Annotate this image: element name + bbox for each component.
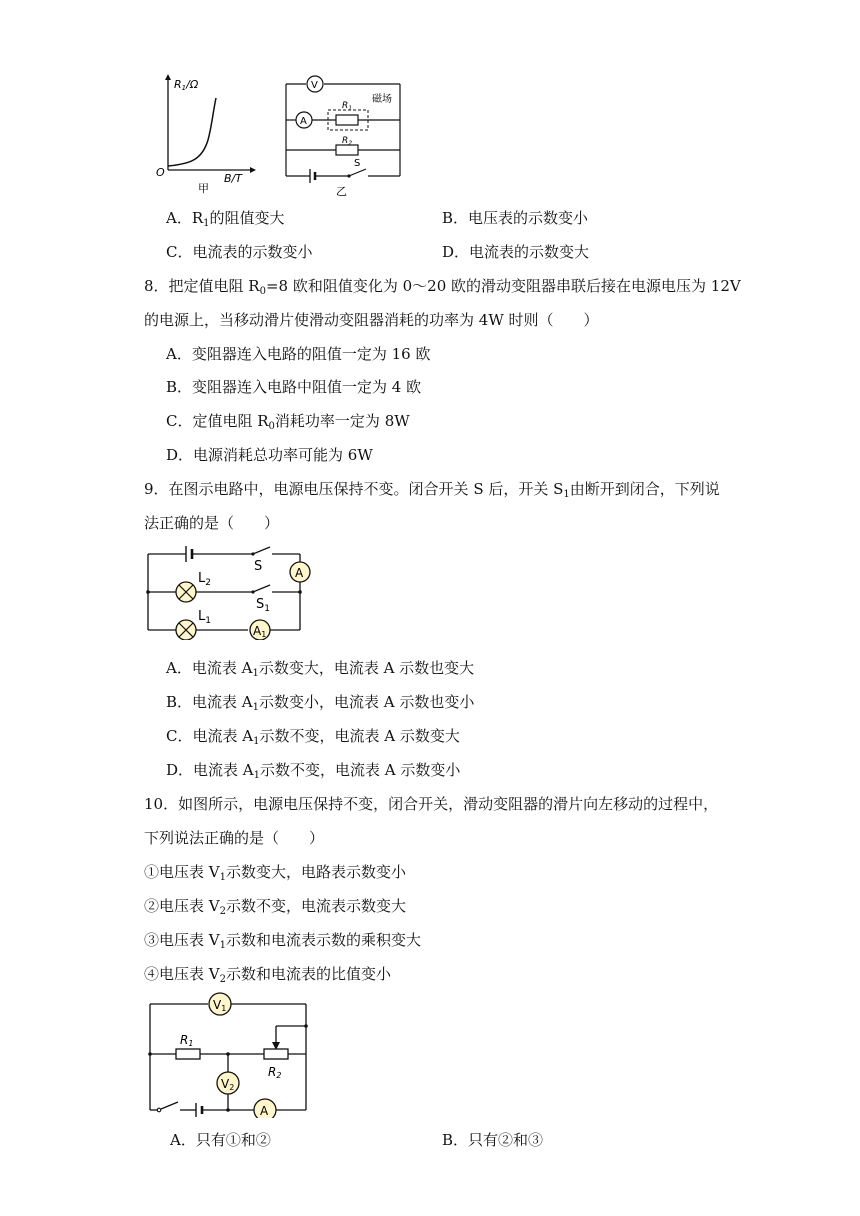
q9-lamp-l1: $L_1$ <box>198 609 211 626</box>
q10-r1-label: R1 <box>180 1033 194 1048</box>
graph-label: 甲 <box>198 182 209 195</box>
graph-y-axis-label: R1/Ω <box>174 78 199 92</box>
q9-option-a: A．电流表 $A_1$示数变大，电流表 A 示数也变大 <box>166 659 475 679</box>
q10-voltmeter-v1: V1 <box>213 998 227 1013</box>
q8-stem-line1: 8．把定值电阻 $R_0=8$ 欧和阻值变化为 0～20 欧的滑动变阻器串联后接在电源电压为 12V <box>144 277 741 297</box>
q7-option-c: C．电流表的示数变小 <box>166 243 313 261</box>
q7-field-label: 磁场 <box>372 94 392 105</box>
q7-switch-label: S <box>354 158 361 169</box>
q10-statement-1: ①电压表 $V_1$示数变大，电路表示数变小 <box>144 863 406 883</box>
q7-option-d: D．电流表的示数变大 <box>442 243 590 261</box>
q10-stem-line2: 下列说法正确的是（ ） <box>144 829 325 847</box>
q8-option-d: D．电源消耗总功率可能为 6W <box>166 446 373 464</box>
q9-switch-s1: $S_1$ <box>256 597 270 614</box>
q10-option-a: A．只有①和② <box>170 1131 271 1149</box>
q10-r2-label: R2 <box>268 1065 282 1080</box>
q7-r1-label: $R_1$ <box>342 101 353 112</box>
graph-x-axis-label: B/T <box>224 172 242 185</box>
q10-voltmeter-v2: V2 <box>221 1077 235 1092</box>
q9-ammeter-a: A <box>295 566 304 580</box>
q10-circuit-figure <box>140 988 320 1118</box>
q9-option-d: D．电流表 $A_1$示数不变，电流表 A 示数变小 <box>166 761 461 781</box>
q8-option-b: B．变阻器连入电路中阻值一定为 4 欧 <box>166 378 422 396</box>
q10-stem-line1: 10．如图所示，电源电压保持不变，闭合开关，滑动变阻器的滑片向左移动的过程中， <box>144 795 719 813</box>
q7-voltmeter: V <box>311 80 318 91</box>
q9-option-c: C．电流表 $A_1$示数不变，电流表 A 示数变大 <box>166 727 460 747</box>
q7-r2-label: $R_2$ <box>342 136 353 147</box>
q7-circuit-label: 乙 <box>336 185 347 198</box>
q9-switch-s: S <box>254 559 263 574</box>
q7-graph-figure <box>150 70 260 200</box>
q9-stem-line1: 9．在图示电路中，电源电压保持不变。闭合开关 S 后，开关 $S_1$由断开到闭合，下列说 <box>144 480 720 500</box>
q9-circuit-figure <box>140 540 320 640</box>
q7-option-a: A．$R_1$的阻值变大 <box>166 209 285 229</box>
q10-ammeter-a: A <box>260 1104 269 1118</box>
q10-statement-2: ②电压表 $V_2$示数不变，电流表示数变大 <box>144 897 406 917</box>
q9-lamp-l2: $L_2$ <box>198 571 211 588</box>
graph-origin: O <box>156 166 165 179</box>
q9-ammeter-a1: A1 <box>253 624 267 639</box>
q10-statement-3: ③电压表 $V_1$示数和电流表示数的乘积变大 <box>144 931 421 951</box>
q10-option-b: B．只有②和③ <box>442 1131 544 1149</box>
q8-option-c: C．定值电阻 $R_0$消耗功率一定为 8W <box>166 412 410 432</box>
q10-statement-4: ④电压表 $V_2$示数和电流表的比值变小 <box>144 965 391 985</box>
q8-stem-line2: 的电源上，当移动滑片使滑动变阻器消耗的功率为 4W 时则（ ） <box>144 311 599 329</box>
q8-option-a: A．变阻器连入电路的阻值一定为 16 欧 <box>166 345 431 363</box>
q9-option-b: B．电流表 $A_1$示数变小，电流表 A 示数也变小 <box>166 693 475 713</box>
q7-option-b: B．电压表的示数变小 <box>442 209 589 227</box>
q7-circuit-figure <box>278 70 408 200</box>
q9-stem-line2: 法正确的是（ ） <box>144 514 280 532</box>
q7-ammeter: A <box>300 116 307 127</box>
